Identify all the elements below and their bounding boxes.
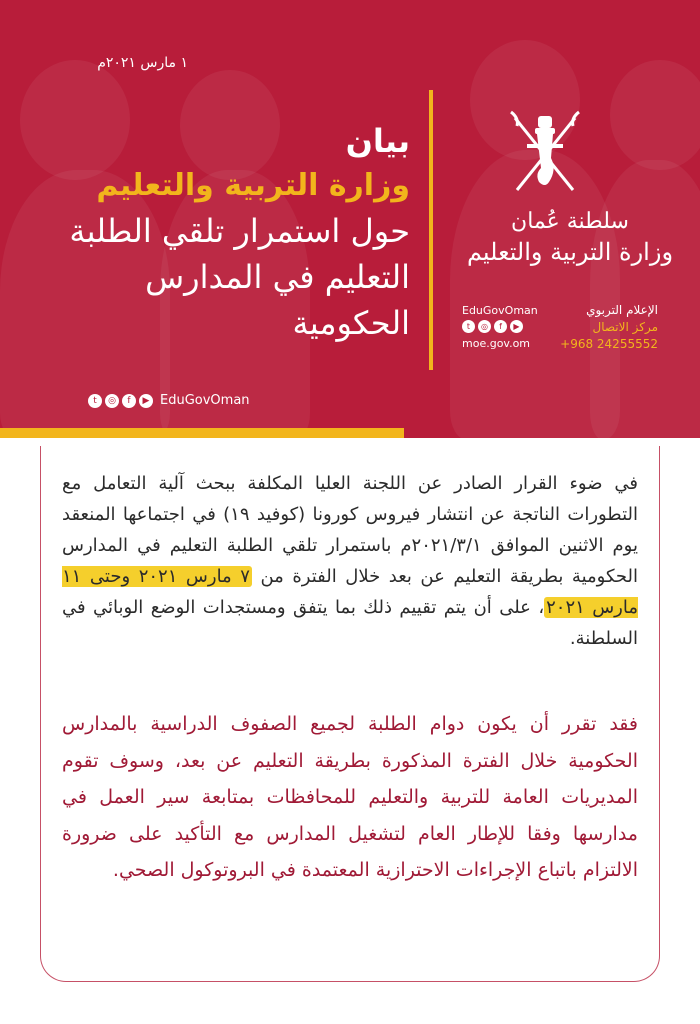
youtube-icon[interactable]: ▶	[139, 394, 153, 408]
contact-handle[interactable]: EduGovOman	[462, 304, 538, 317]
media-dept-label: الإعلام التربوي	[586, 303, 658, 317]
bg-figure-head	[610, 60, 700, 170]
title-line-2: وزارة التربية والتعليم	[96, 168, 410, 203]
sultanate-oman-text: سلطنة عُمان	[511, 209, 629, 234]
date-label: ١ مارس ٢٠٢١م	[97, 55, 188, 71]
statement-paragraph-2: فقد تقرر أن يكون دوام الطلبة لجميع الصفوف الدراسية بالمدارس الحكومية خلال الفترة المذكورة بطريقة التعليم عن بعد، وسوف تقوم المديريات العامة للتربية والتعليم للمحافظات بمتابعة سير العمل في مدارسها وفقا للإطار العام لتشغيل المدارس مع التأكيد على ضرورة الالتزام باتباع الإجراءات الاحترازية المعتمدة في البروتوكول الصحي.	[62, 713, 638, 881]
statement-title	[30, 118, 410, 346]
contact-info	[540, 302, 658, 353]
facebook-icon[interactable]: f	[122, 394, 136, 408]
oman-emblem-icon	[505, 108, 585, 198]
social-handle[interactable]: EduGovOman	[160, 393, 250, 408]
instagram-icon[interactable]: ◎	[105, 394, 119, 408]
statement-paragraph-1	[62, 468, 638, 654]
ministry-name-text: وزارة التربية والتعليم	[466, 238, 674, 266]
instagram-icon[interactable]: ◎	[478, 320, 491, 333]
para1-text-end: ، على أن يتم تقييم ذلك بما يتفق ومستجدات الوضع الوبائي في السلطنة.	[62, 597, 638, 649]
title-line-3: حول استمرار تلقي الطلبة التعليم في المدارس الحكومية	[69, 212, 410, 342]
youtube-icon[interactable]: ▶	[510, 320, 523, 333]
title-line-1: بيان	[345, 122, 410, 160]
para1-text-start: في ضوء القرار الصادر عن اللجنة العليا المكلفة ببحث آلية التعامل مع التطورات الناتجة عن انتشار فيروس كورونا (كوفيد ١٩) في اجتماعها المنعقد يوم الاثنين الموافق ٢٠٢١/٣/١م باستمرار تلقي الطلبة التعليم في المدارس الحكومية بطريقة التعليم عن بعد خلال الفترة من	[62, 473, 639, 587]
website-link[interactable]: moe.gov.om	[462, 337, 531, 350]
twitter-icon[interactable]: t	[88, 394, 102, 408]
twitter-icon[interactable]: t	[462, 320, 475, 333]
divider-line	[429, 90, 433, 370]
facebook-icon[interactable]: f	[494, 320, 507, 333]
date-range-highlight: ٧ مارس ٢٠٢١ وحتى ١١ مارس ٢٠٢١	[62, 566, 638, 618]
social-contact	[462, 302, 538, 352]
contact-social-icons	[462, 320, 538, 333]
social-links-left	[88, 393, 250, 408]
ministry-logo-text	[460, 208, 680, 268]
bg-figure-body	[590, 160, 700, 438]
phone-number[interactable]: +968 24255552	[560, 337, 658, 351]
call-center-label: مركز الاتصال	[592, 320, 658, 334]
accent-bar	[0, 428, 404, 438]
header-banner	[0, 0, 700, 438]
